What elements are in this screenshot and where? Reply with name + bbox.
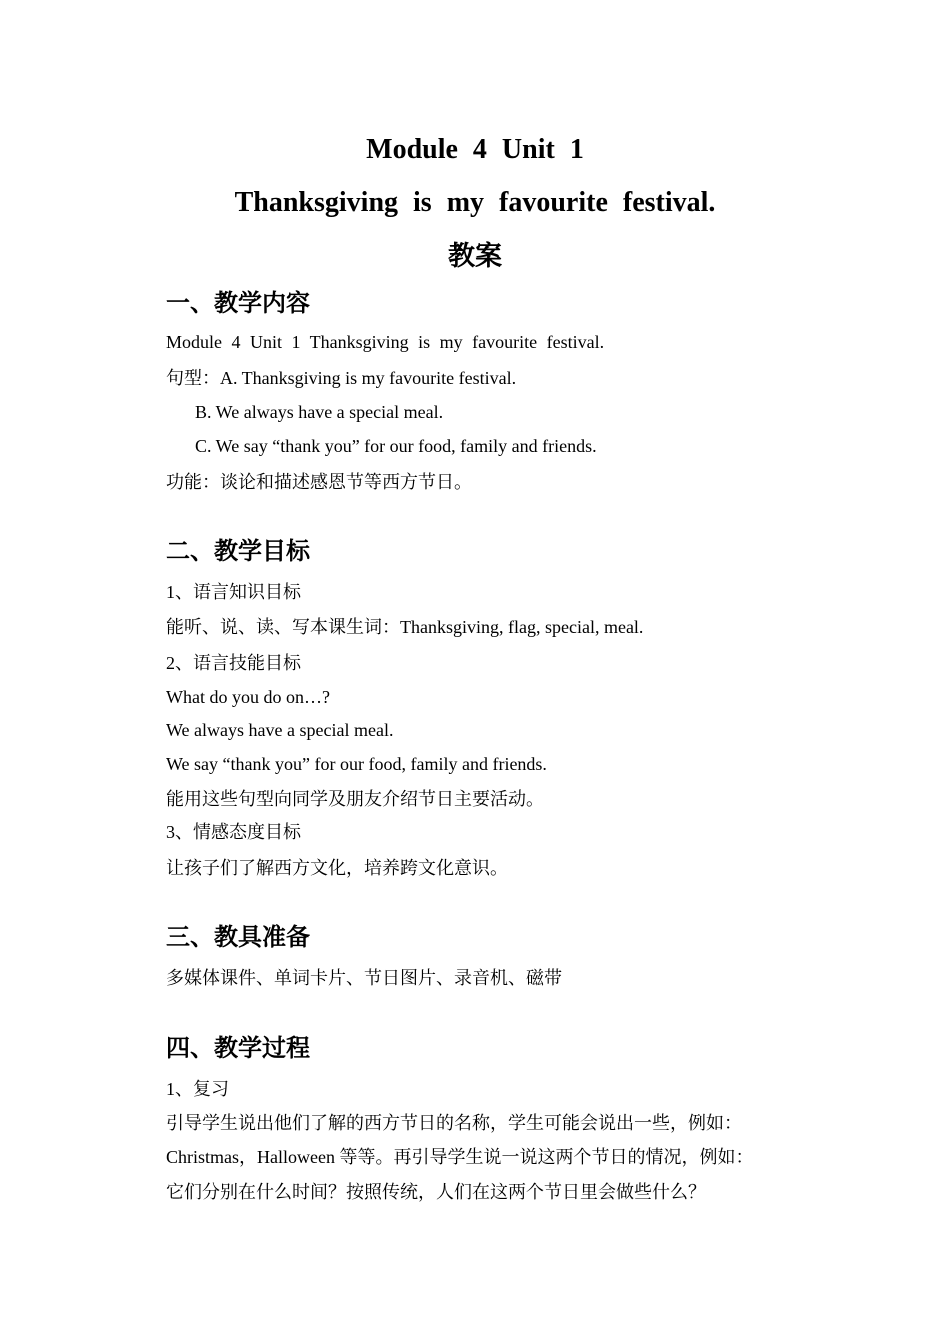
- goal-language-knowledge: 1、语言知识目标: [166, 582, 301, 602]
- process-paragraph-line-3: 它们分别在什么时间？按照传统，人们在这两个节日里会做些什么？: [166, 1182, 706, 1202]
- section-heading-teaching-process: 四、教学过程: [166, 1034, 310, 1062]
- goal-language-skills: 2、语言技能目标: [166, 653, 301, 673]
- skills-line-3: We say “thank you” for our food, family and friends.: [166, 754, 547, 774]
- content-function: 功能：谈论和描述感恩节等西方节日。: [166, 472, 472, 492]
- goal-emotional-attitude-text: 让孩子们了解西方文化，培养跨文化意识。: [166, 858, 508, 878]
- document-title-lesson-plan: 教案: [448, 241, 502, 272]
- goal-emotional-attitude: 3、情感态度目标: [166, 822, 301, 842]
- process-paragraph-line-2: Christmas，Halloween 等等。再引导学生说一说这两个节日的情况，例如：: [166, 1147, 754, 1167]
- document-title-lesson: Thanksgiving is my favourite festival.: [234, 187, 716, 218]
- sentence-pattern-a: 句型：A. Thanksgiving is my favourite festival.: [166, 368, 517, 388]
- section-heading-teaching-aids: 三、教具准备: [166, 923, 310, 951]
- goal-language-knowledge-text: 能听、说、读、写本课生词：Thanksgiving, flag, special, meal.: [166, 617, 644, 637]
- section-heading-teaching-content: 一、教学内容: [166, 289, 310, 317]
- process-step-review: 1、复习: [166, 1079, 229, 1099]
- content-topic: Module 4 Unit 1 Thanksgiving is my favourite festival.: [166, 332, 605, 352]
- skills-line-2: We always have a special meal.: [166, 720, 394, 740]
- teaching-aids-list: 多媒体课件、单词卡片、节日图片、录音机、磁带: [166, 968, 562, 988]
- sentence-pattern-b: B. We always have a special meal.: [195, 402, 444, 422]
- process-paragraph-line-1: 引导学生说出他们了解的西方节日的名称，学生可能会说出一些，例如：: [166, 1113, 742, 1133]
- section-heading-teaching-goals: 二、教学目标: [166, 537, 310, 565]
- skills-line-4: 能用这些句型向同学及朋友介绍节日主要活动。: [166, 789, 544, 809]
- skills-line-1: What do you do on…?: [166, 687, 330, 707]
- sentence-pattern-c: C. We say “thank you” for our food, family and friends.: [195, 436, 597, 456]
- document-title-module: Module 4 Unit 1: [366, 134, 584, 165]
